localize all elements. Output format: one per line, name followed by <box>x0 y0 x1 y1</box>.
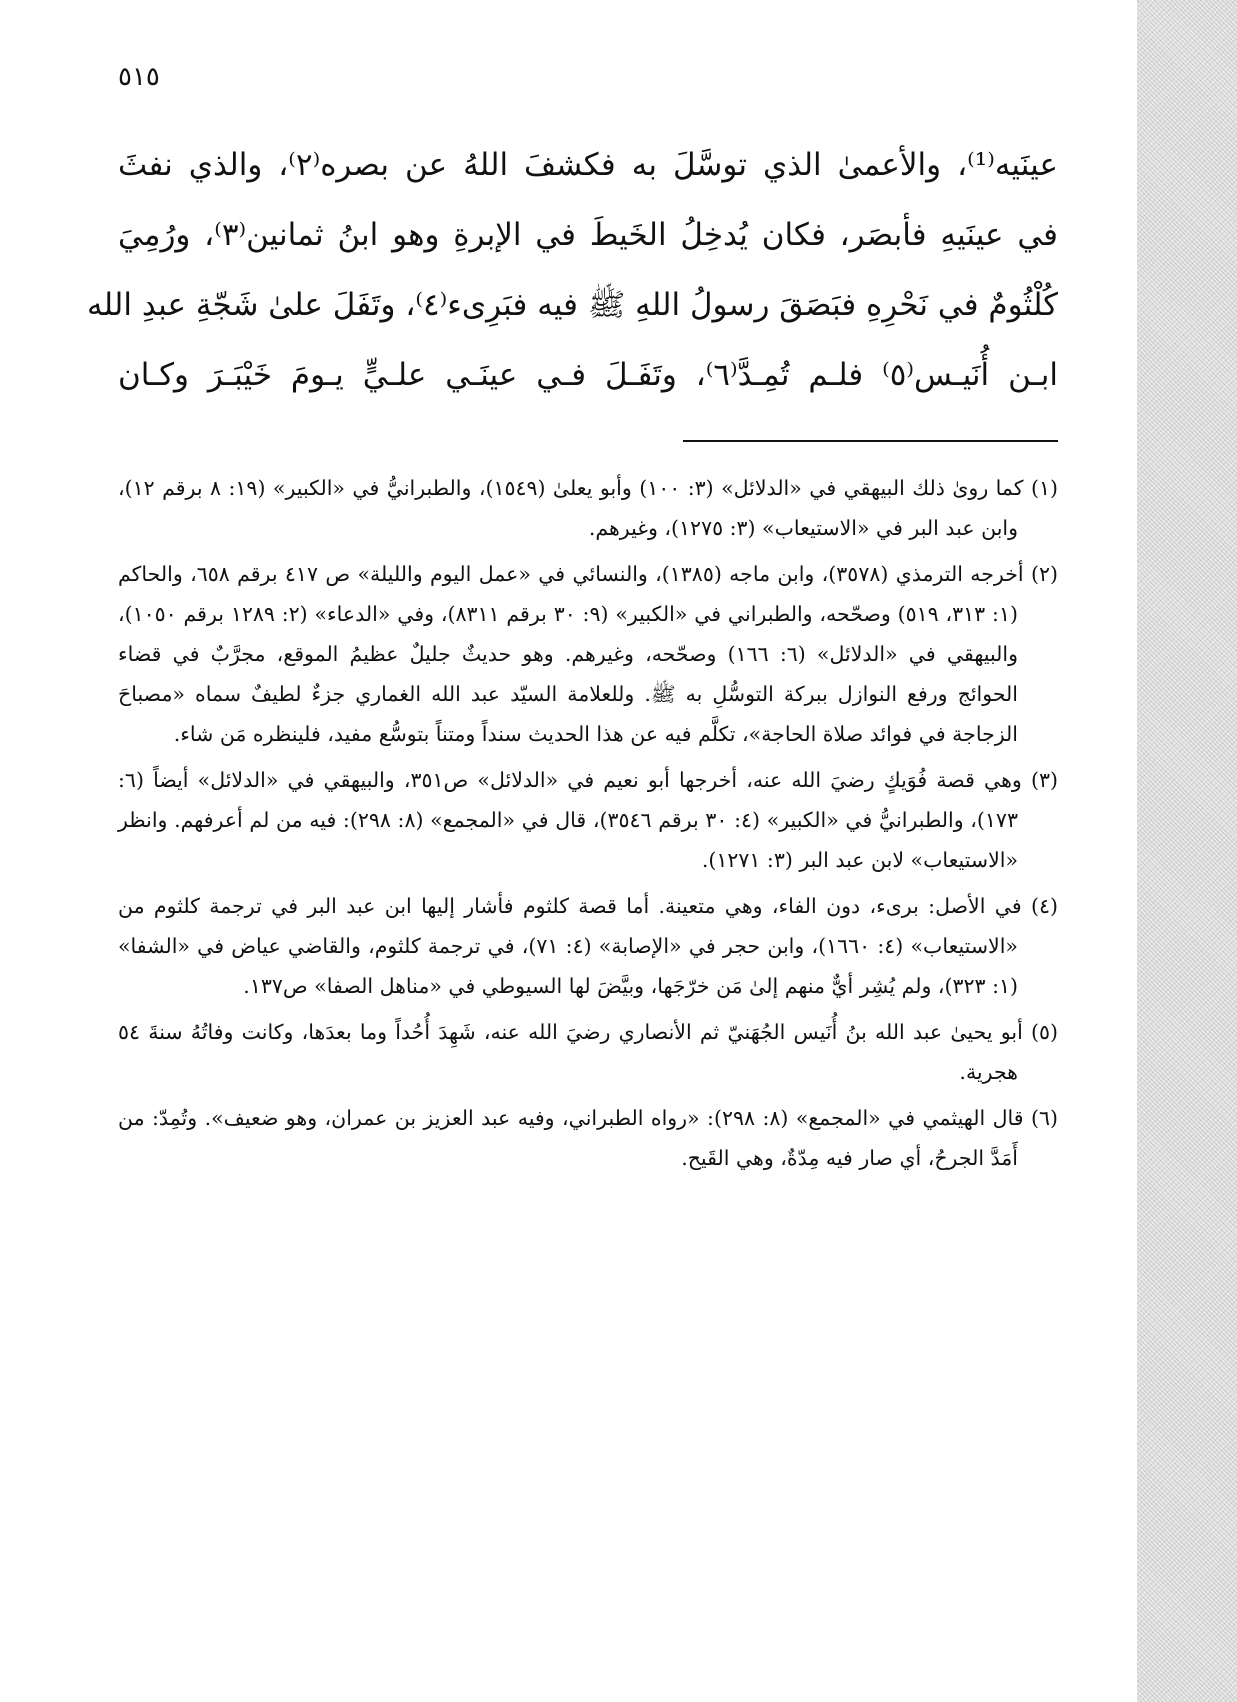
main-text-line: كُلْثُومٌ في نَحْرِهِ فبَصَقَ رسولُ اللهِ ﷺ فيه فبَرِىء⁽٤⁾، وتَفَلَ علىٰ شَجّةِ عبدِ الله <box>87 287 1058 323</box>
footnote-5: (٥) أبو يحيىٰ عبد الله بنُ أُنَيس الجُهَنيّ ثم الأنصاري رضيَ الله عنه، شَهِدَ أُحُداً وما بعدَها، وكانت وفاتُهُ سنةَ ٥٤ هجرية. <box>118 1020 1058 1084</box>
main-text-line: في عينَيهِ فأبصَر، فكان يُدخِلُ الخَيطَ في الإبرةِ وهو ابنُ ثمانين⁽٣⁾، ورُمِيَ <box>118 217 1059 253</box>
scan-edge-shading <box>1137 0 1237 1702</box>
footnote-4: (٤) في الأصل: برىء، دون الفاء، وهي متعينة. أما قصة كلثوم فأشار إليها ابن عبد البر في ترجمة كلثوم من «الاستيعاب» (٤: ١٦٦٠)، وابن حجر في «الإصابة» (٤: ٧١)، في ترجمة كلثوم، والقاضي عياض في «الشفا» (١: ٣٢٣)، ولم يُشِر أيٌّ منهم إلىٰ مَن خرّجَها، وبيَّضَ لها السيوطي في «مناهل الصفا» ص١٣٧. <box>118 894 1058 998</box>
main-text-line: عينَيه⁽¹⁾، والأعمىٰ الذي توسَّلَ به فكشفَ اللهُ عن بصره⁽٢⁾، والذي نفثَ <box>118 147 1058 183</box>
main-text-line: ابـن أُنَيـس⁽٥⁾ فلـم تُمِـدَّ⁽٦⁾، وتَفَـلَ فـي عينَـي علـيٍّ يـومَ خَيْبَـرَ وكـان <box>118 357 1058 393</box>
main-text <box>87 130 1059 410</box>
footnote-divider <box>683 440 1058 442</box>
footnote-1: (١) كما روىٰ ذلك البيهقي في «الدلائل» (٣: ١٠٠) وأبو يعلىٰ (١٥٤٩)، والطبرانيُّ في «الكبير» (١٩: ٨ برقم ١٢)، وابن عبد البر في «الاستيعاب» (٣: ١٢٧٥)، وغيرهم. <box>118 476 1058 540</box>
footnote-3: (٣) وهي قصة فُوَيكٍ رضيَ الله عنه، أخرجها أبو نعيم في «الدلائل» ص٣٥١، والبيهقي في «الدلائل» أيضاً (٦: ١٧٣)، والطبرانيُّ في «الكبير» (٤: ٣٠ برقم ٣٥٤٦)، قال في «المجمع» (٨: ٢٩٨): فيه من لم أعرفهم. وانظر «الاستيعاب» لابن عبد البر (٣: ١٢٧١). <box>118 768 1058 872</box>
page-number: ٥١٥ <box>118 62 160 92</box>
footnote-2: (٢) أخرجه الترمذي (٣٥٧٨)، وابن ماجه (١٣٨٥)، والنسائي في «عمل اليوم والليلة» ص ٤١٧ برقم ٦٥٨، والحاكم (١: ٣١٣، ٥١٩) وصحّحه، والطبراني في «الكبير» (٩: ٣٠ برقم ٨٣١١)، وفي «الدعاء» (٢: ١٢٨٩ برقم ١٠٥٠)، والبيهقي في «الدلائل» (٦: ١٦٦) وصحّحه، وغيرهم. وهو حديثٌ جليلٌ عظيمُ الموقع، مجرَّبٌ في قضاء الحوائج ورفع النوازل ببركة التوسُّلِ به ﷺ. وللعلامة السيّد عبد الله الغماري جزءٌ لطيفٌ سماه «مصباحَ الزجاجة في فوائد صلاة الحاجة»، تكلَّم فيه عن هذا الحديث سنداً ومتناً بتوسُّع مفيد، فلينظره مَن شاء. <box>118 562 1058 746</box>
footnote-6: (٦) قال الهيثمي في «المجمع» (٨: ٢٩٨): «رواه الطبراني، وفيه عبد العزيز بن عمران، وهو ضعيف». وتُمِدّ: من أَمَدَّ الجرحُ، أي صار فيه مِدّةٌ، وهي القَيح. <box>118 1106 1058 1170</box>
footnotes <box>118 468 1058 1184</box>
